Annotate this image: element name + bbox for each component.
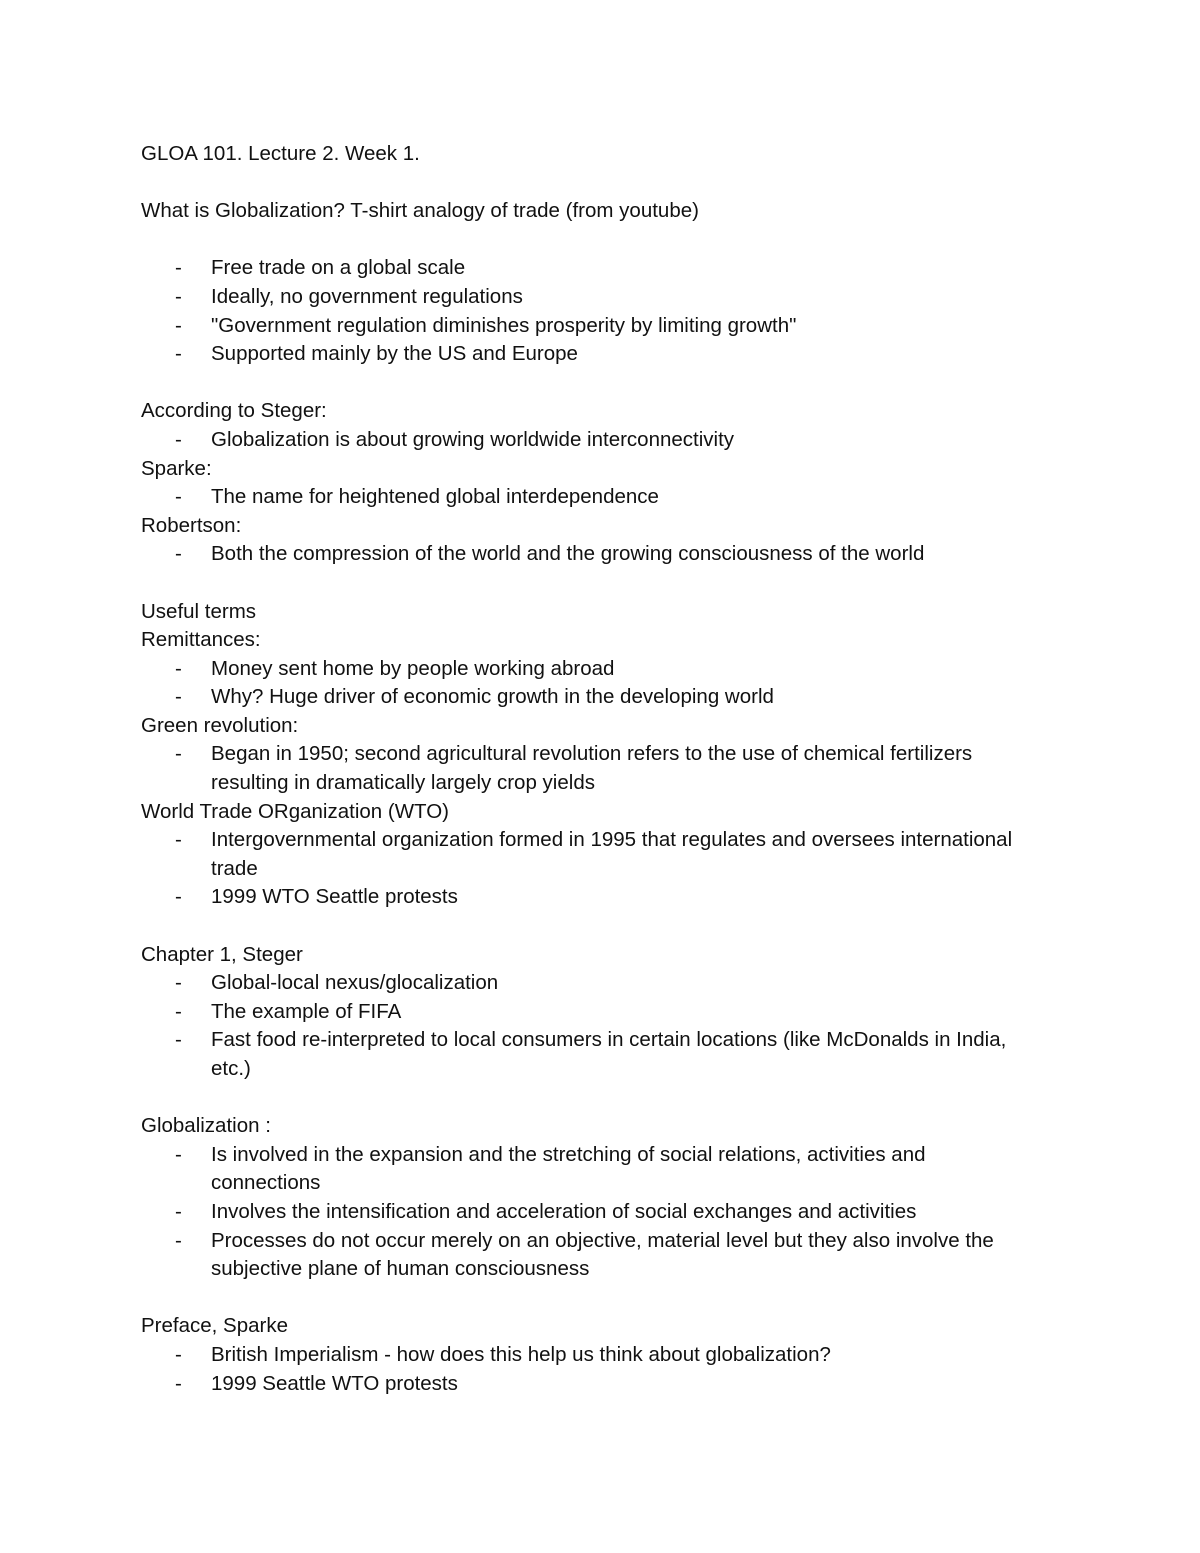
list-item [141, 998, 1071, 1027]
list-item [141, 655, 1071, 684]
heading-line: What is Globalization? T-shirt analogy of trade (from youtube) [141, 199, 699, 223]
list-item [141, 1227, 1071, 1284]
bullet-dash: - [175, 1342, 182, 1366]
bullet-dash: - [175, 971, 182, 995]
list-item [141, 283, 1071, 312]
list-item-text: Global-local nexus/glocalization [211, 971, 499, 995]
list-item [141, 340, 1071, 369]
heading-line: Preface, Sparke [141, 1314, 288, 1338]
list-item [141, 426, 1071, 455]
list-item-text: British Imperialism - how does this help us think about globalization? [211, 1342, 831, 1366]
bullet-dash: - [175, 542, 182, 566]
heading-line: GLOA 101. Lecture 2. Week 1. [141, 142, 420, 165]
heading-line: Green revolution: [141, 713, 299, 737]
heading-line: Chapter 1, Steger [141, 942, 303, 966]
list-item-text: 1999 Seattle WTO protests [211, 1371, 458, 1395]
list-item-text: Ideally, no government regulations [211, 284, 523, 308]
bullet-dash: - [175, 485, 182, 509]
heading-line: Remittances: [141, 628, 261, 652]
blank-line [141, 369, 1071, 398]
heading-line: World Trade ORganization (WTO) [141, 799, 449, 823]
list-item-text: Intergovernmental organization formed in 1995 that regulates and oversees international [211, 828, 1013, 852]
bullet-dash: - [175, 1371, 182, 1395]
blank-line [141, 226, 1071, 255]
list-item-text: Why? Huge driver of economic growth in the developing world [211, 685, 774, 709]
bullet-dash: - [175, 742, 182, 766]
list-item-text: 1999 WTO Seattle protests [211, 885, 458, 909]
blank-line [141, 1284, 1071, 1313]
list-item-text: Began in 1950; second agricultural revolution refers to the use of chemical fertilizers [211, 742, 973, 766]
list-item-text: connections [211, 1171, 321, 1195]
bullet-dash: - [175, 1228, 182, 1252]
list-item [141, 883, 1071, 912]
bullet-dash: - [175, 1199, 182, 1223]
heading-line: Robertson: [141, 513, 242, 537]
list-item-text: "Government regulation diminishes prosperity by limiting growth" [211, 313, 797, 337]
bullet-dash: - [175, 342, 182, 366]
heading-line: According to Steger: [141, 399, 327, 423]
list-item-text: Globalization is about growing worldwide interconnectivity [211, 427, 735, 451]
blank-line [141, 1084, 1071, 1113]
bullet-dash: - [175, 256, 182, 280]
list-item [141, 254, 1071, 283]
list-item-text: trade [211, 856, 258, 880]
list-item [141, 826, 1071, 883]
list-item [141, 740, 1071, 797]
list-item-text: resulting in dramatically largely crop yields [211, 771, 595, 795]
bullet-dash: - [175, 284, 182, 308]
list-item [141, 1026, 1071, 1083]
document-body [141, 140, 1071, 1398]
heading-line: Globalization : [141, 1114, 271, 1138]
list-item-text: Is involved in the expansion and the stretching of social relations, activities and [211, 1142, 926, 1166]
heading-line: Sparke: [141, 456, 212, 480]
list-item-text: Fast food re-interpreted to local consumers in certain locations (like McDonalds in India, [211, 1028, 1007, 1052]
bullet-dash: - [175, 999, 182, 1023]
bullet-dash: - [175, 1028, 182, 1052]
list-item [141, 1370, 1071, 1399]
list-item-text: Money sent home by people working abroad [211, 656, 615, 680]
blank-line [141, 169, 1071, 198]
blank-line [141, 912, 1071, 941]
list-item [141, 312, 1071, 341]
bullet-dash: - [175, 1142, 182, 1166]
list-item-text: Free trade on a global scale [211, 256, 466, 280]
list-item [141, 483, 1071, 512]
list-item [141, 1198, 1071, 1227]
list-item [141, 1141, 1071, 1198]
list-item-text: Both the compression of the world and the growing consciousness of the world [211, 542, 925, 566]
bullet-dash: - [175, 685, 182, 709]
list-item-text: subjective plane of human consciousness [211, 1257, 590, 1281]
bullet-dash: - [175, 427, 182, 451]
list-item-text: Supported mainly by the US and Europe [211, 342, 578, 366]
list-item-text: Processes do not occur merely on an objective, material level but they also involve the [211, 1228, 994, 1252]
list-item-text: Involves the intensification and acceleration of social exchanges and activities [211, 1199, 917, 1223]
bullet-dash: - [175, 828, 182, 852]
list-item-text: The name for heightened global interdependence [211, 485, 659, 509]
list-item [141, 540, 1071, 569]
heading-line: Useful terms [141, 599, 257, 623]
bullet-dash: - [175, 885, 182, 909]
list-item [141, 683, 1071, 712]
list-item [141, 969, 1071, 998]
list-item-text: The example of FIFA [211, 999, 402, 1023]
list-item [141, 1341, 1071, 1370]
bullet-dash: - [175, 656, 182, 680]
bullet-dash: - [175, 313, 182, 337]
list-item-text: etc.) [211, 1057, 251, 1080]
blank-line [141, 569, 1071, 598]
